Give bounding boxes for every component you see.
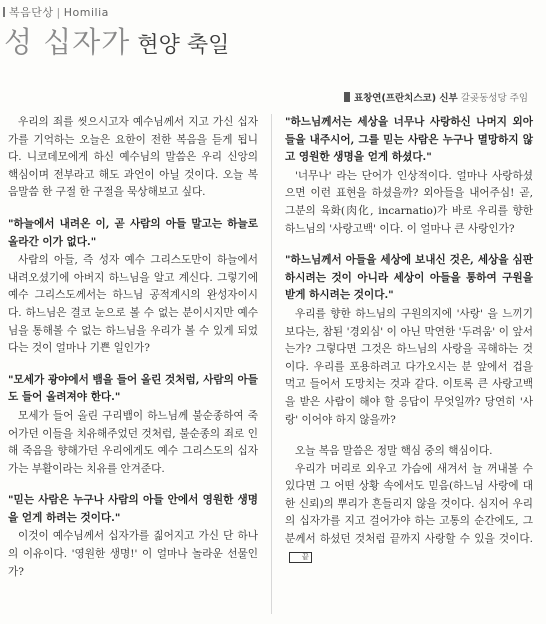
paragraph: 오늘 복음 말씀은 정말 핵심 중의 핵심이다.	[295, 445, 493, 458]
section-tag	[3, 4, 109, 20]
column-divider	[271, 114, 272, 614]
paragraph: 우리를 향한 하느님의 구원의지에 '사랑' 을 느끼기보다는, 참된 '경외심' 이 아닌 막연한 '두려움' 이 앞서는가? 그렇다면 그것은 하느님의 사랑을 곡해하는 것이다. 우리를 포용하려고 다가오시는 분 앞에서 겁을 먹고 들어서 도망치는 것과 같다. 이토록 큰 사랑고백을 받은 사람이 해야 할 응답이 무엇일까? 당연히 '사랑' 이어야 하지 않을까?	[285, 307, 533, 426]
paragraph: 사람의 아들, 즉 성자 예수 그리스도만이 하늘에서 내려오셨기에 아버지 하느님을 알고 계신다. 그렇기에 예수 그리스도께서는 하느님 공적계시의 완성자이시다. 하느님은 결코 눈으로 볼 수 없는 분이시지만 예수님을 통해볼 수 없는 하느님을 우리가 볼 수 있게 되었다는 것이 얼마나 기쁜 일인가?	[8, 254, 258, 355]
byline-mark-icon	[344, 92, 350, 102]
author-org: 갈곶동성당 주임	[460, 93, 528, 104]
author-name: 표창연(프란치스코) 신부	[353, 93, 458, 104]
end-mark: 끝	[289, 552, 312, 563]
quote: "하느님께서는 세상을 너무나 사랑하신 나머지 외아들을 내주시어, 그를 믿는 사람은 누구나 멸망하지 않고 영원한 생명을 얻게 하셨다."	[285, 116, 533, 164]
title-main: 성 십자가	[4, 25, 131, 59]
page-title	[4, 20, 229, 61]
section-label: 복음단상	[9, 6, 54, 19]
paragraph	[285, 461, 533, 567]
author-byline	[344, 90, 528, 104]
paragraph: '너무나' 라는 단어가 인상적이다. 얼마나 사랑하셨으면 이런 표현을 하셨을까? 외아들을 내어주심! 곧, 그분의 육화(肉化, incarnatio)가 바로 우리를 향한 하느님의 '사랑고백' 이다. 이 얼마나 큰 사랑인가?	[285, 169, 533, 235]
title-sub: 현양 축일	[137, 33, 230, 58]
quote: "믿는 사람은 누구나 사람의 아들 안에서 영원한 생명을 얻게 하려는 것이다."	[8, 494, 258, 524]
right-column	[285, 114, 533, 566]
paragraph: 우리의 죄를 씻으시고자 예수님께서 지고 가신 십자가를 기억하는 오늘은 요한이 전한 복음을 듣게 됩니다. 니코데모에게 하신 예수님의 말씀은 우리 신앙의 핵심이며 전부라고 해도 과언이 아닐 것이다. 오늘 복음말씀 한 구절 한 구절을 묵상해보고 싶다.	[8, 116, 258, 199]
quote: "모세가 광야에서 뱀을 들어 올린 것처럼, 사람의 아들도 들어 올려져야 한다."	[8, 373, 258, 404]
section-separator: |	[56, 6, 61, 19]
paragraph: 모세가 들어 올린 구리뱀이 하느님께 불순종하여 죽어가던 이들을 치유해주었던 것처럼, 불순종의 죄로 인해 죽음을 향해가던 우리에게도 예수 그리스도의 십자가는 부활이라는 치유를 안겨준다.	[8, 409, 258, 475]
paragraph: 이것이 예수님께서 십자가를 짊어지고 가신 단 하나의 이유이다. '영원한 생명!' 이 얼마나 놀라운 선물인가?	[8, 530, 258, 578]
quote: "하느님께서 아들을 세상에 보내신 것은, 세상을 심판하시려는 것이 아니라 세상이 아들을 통하여 구원을 받게 하시려는 것이다."	[285, 254, 533, 302]
paragraph-text: 우리가 머리로 외우고 가슴에 새겨서 늘 꺼내볼 수 있다면 그 어떤 상황 속에서도 믿음(하느님 사랑에 대한 신뢰)의 뿌리가 흔들리지 않을 것이다. 심지어 우리의 십자가를 지고 걸어가야 하는 고통의 순간에도, 그분께서 하셨던 것처럼 끝까지 사랑할 수 있을 것이다.	[285, 462, 533, 546]
quote: "하늘에서 내려온 이, 곧 사람의 아들 말고는 하늘로 올라간 이가 없다."	[8, 217, 258, 248]
section-bar-icon	[3, 7, 5, 17]
left-column	[8, 114, 258, 581]
section-sublabel: Homilia	[63, 6, 109, 19]
